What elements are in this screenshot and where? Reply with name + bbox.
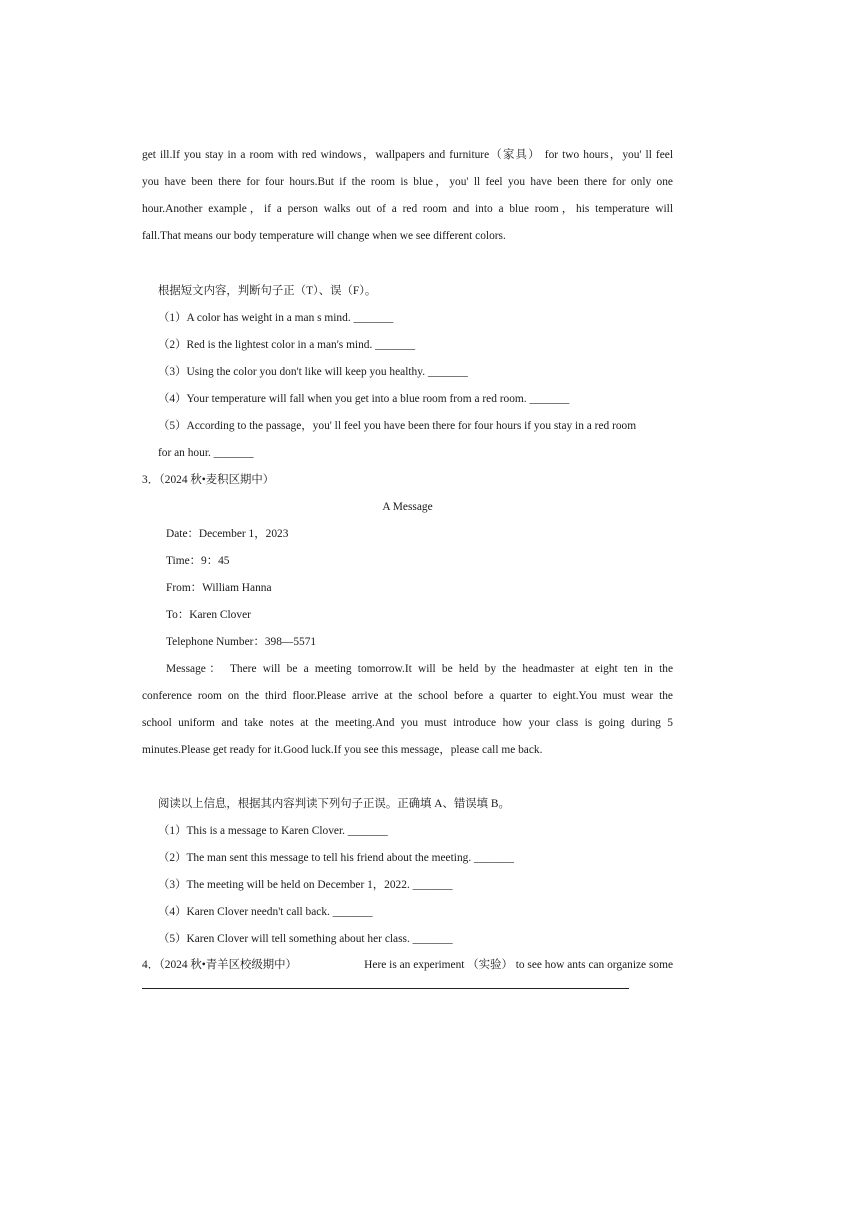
message-time: Time：9：45	[166, 555, 230, 567]
instruction: 根据短文内容，判断句子正（T）、误（F）。	[158, 285, 377, 297]
question-item: （2）The man sent this message to tell his friend about the meeting. _______	[158, 852, 514, 864]
message-phone: Telephone Number：398—5571	[166, 636, 317, 648]
question-item: （5）Karen Clover will tell something about her class. _______	[158, 933, 453, 945]
passage-line: hour.Another example，if a person walks out of a red room and into a blue room，his temperature will	[142, 203, 673, 215]
question-item: （1）A color has weight in a man s mind. _______	[158, 312, 394, 324]
question-header: 4．（2024 秋•青羊区校级期中）	[142, 959, 297, 971]
message-date: Date：December 1，2023	[166, 528, 289, 540]
question-text: Here is an experiment （实验） to see how ants can organize some	[364, 959, 673, 971]
message-from: From：William Hanna	[166, 582, 272, 594]
passage-line: you have been there for four hours.But if the room is blue，you' ll feel you have been there for only one	[142, 176, 673, 188]
message-body-line: Message： There will be a meeting tomorrow.It will be held by the headmaster at eight ten in the	[166, 663, 673, 675]
passage-line: fall.That means our body temperature will change when we see different colors.	[142, 230, 506, 242]
question-4-line	[142, 958, 673, 972]
question-item: （4）Karen Clover needn't call back. _______	[158, 906, 373, 918]
passage-line: get ill.If you stay in a room with red windows，wallpapers and furniture（家具） for two hours，you' ll feel	[142, 149, 673, 161]
message-body-line: conference room on the third floor.Please arrive at the school before a quarter to eight.You must wear the	[142, 690, 673, 702]
question-item: （5）According to the passage，you' ll feel you have been there for four hours if you stay in a red room	[158, 420, 637, 432]
question-item: （4）Your temperature will fall when you get into a blue room from a red room. _______	[158, 393, 570, 405]
question-item: （3）The meeting will be held on December 1，2022. _______	[158, 879, 453, 891]
question-item: （2）Red is the lightest color in a man's mind. _______	[158, 339, 416, 351]
question-item-continued: for an hour. _______	[158, 447, 254, 459]
instruction: 阅读以上信息，根据其内容判读下列句子正误。正确填 A、错误填 B。	[158, 798, 510, 810]
message-to: To：Karen Clover	[166, 609, 251, 621]
message-body-line: school uniform and take notes at the meeting.And you must introduce how your class is going during 5	[142, 717, 673, 729]
question-header: 3．（2024 秋•麦积区期中）	[142, 474, 275, 486]
message-title: A Message	[382, 501, 433, 513]
message-body-line: minutes.Please get ready for it.Good luck.If you see this message，please call me back.	[142, 744, 543, 756]
question-item: （3）Using the color you don't like will keep you healthy. _______	[158, 366, 468, 378]
question-item: （1）This is a message to Karen Clover. _______	[158, 825, 388, 837]
horizontal-rule	[142, 988, 629, 989]
